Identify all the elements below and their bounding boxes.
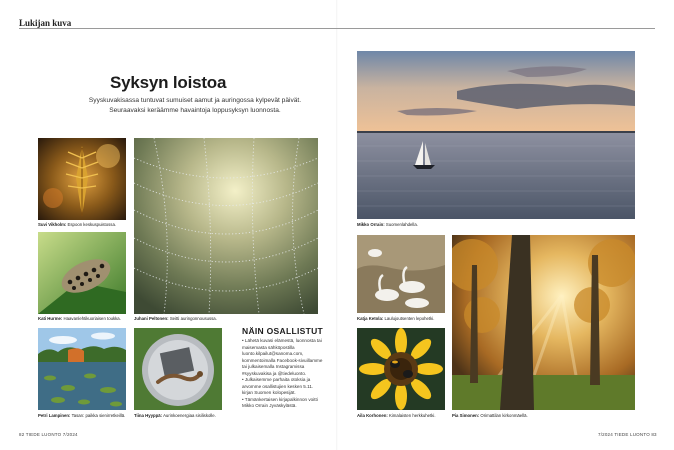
photo-spider-web <box>134 138 318 314</box>
participate-item: • Tämänkertaisen kirjapalkinnon voitti Mikko Orrain Jyväskylästä. <box>242 396 318 409</box>
caption-6: Mikko Orrain: Suomenlahdella. <box>357 222 418 227</box>
caption-7: Katja Ketola: Laulujoutsenten lepohetki. <box>357 316 435 321</box>
article-title: Syksyn loistoa <box>110 73 227 92</box>
article-intro: Syyskuvakisassa tuntuvat sumuiset aamut ja auringossa kylpevät päivät. Seuraavaksi keräämme havaintoja loppusyksyn luonnosta. <box>88 97 302 114</box>
caption-4: Petri Lampinen: Tasan: paikka sienirretkeillä. <box>38 413 126 418</box>
caption-2: Kati Hurme: Haavanlehtikuoriaisen toukka. <box>38 316 121 321</box>
caption-5: Tiina Hyyppä: Aurinkoenergiaa sisiliskolle. <box>134 413 216 418</box>
photo-swans <box>357 235 445 313</box>
caption-8: Aila Korhonen: Kimalaisten herkkuhetki. <box>357 413 436 418</box>
photo-beetle-larva <box>38 232 126 314</box>
folio-left: 82 TIEDE LUONTO 7/2024 <box>19 432 78 437</box>
photo-lake-lilies <box>38 328 126 410</box>
participate-item: • Julkaisemme parhaita otoksia ja arvomme osallistujien kesken 5.11. kirjan Suomen kolopesijät. <box>242 377 314 396</box>
photo-autumn-forest <box>452 235 635 410</box>
caption-9: Pia Simonen: Orimattilan kirkonmäellä. <box>452 413 528 418</box>
photo-autumn-leaf <box>38 138 126 220</box>
page-gutter <box>336 0 338 450</box>
caption-3: Juhani Peltonen: Seitti auringonnousussa. <box>134 316 217 321</box>
folio-right: 7/2024 TIEDE LUONTO 83 <box>598 432 657 437</box>
photo-sailboat-sunset <box>357 51 635 219</box>
section-title: Lukijan kuva <box>19 18 72 28</box>
participate-text <box>242 338 324 410</box>
participate-title: NÄIN OSALLISTUT <box>242 326 323 336</box>
photo-lizard <box>134 328 222 410</box>
participate-item: • Lähetä kuvasi elämestä, luonnosta tai maisemasta sähköpostilla luonto.kilpailut@sanoma.com, kommentoimalla Facebook-sivuillamme tai julkaisemalla Instagramissa #syyskuvakisa ja @tiedeluonto. <box>242 338 323 376</box>
caption-1: Suvi Vikholm: Espoon keskuspuistossa. <box>38 222 117 227</box>
photo-sunflower <box>357 328 445 410</box>
header-rule <box>19 28 655 29</box>
